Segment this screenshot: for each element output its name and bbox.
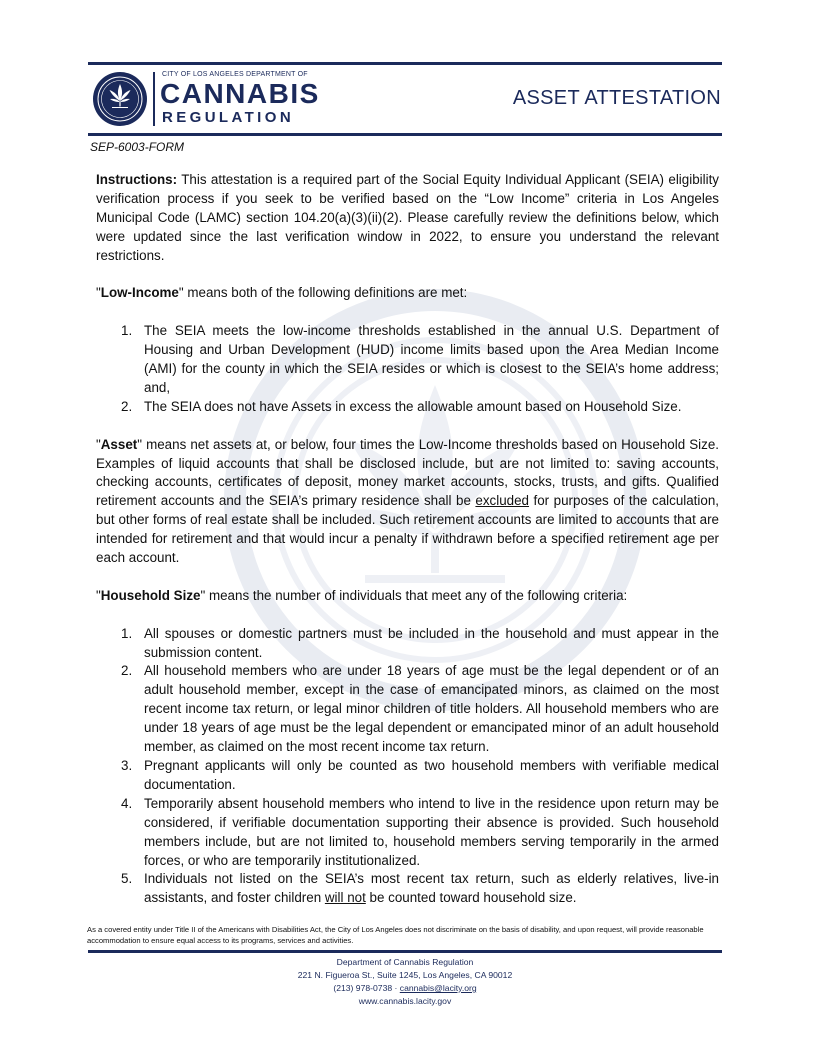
asset-definition xyxy=(96,436,719,568)
asset-text-continued: for purposes of the calculation, but other forms of real estate shall be included. Such retirement accounts are limited to accounts that are intended for retirement and that would incur a penalty if withdrawn before a specified retirement age per each account. xyxy=(96,493,719,566)
low-income-lead: " means both of the following definitions are met: xyxy=(178,285,468,301)
list-number: 1. xyxy=(121,323,133,339)
list-text: Pregnant applicants will only be counted as two household members with verifiable medical documentation. xyxy=(144,758,719,792)
footer-website-link[interactable]: www.cannabis.lacity.gov xyxy=(358,996,452,1006)
list-text: The SEIA does not have Assets in excess the allowable amount based on Household Size. xyxy=(144,398,682,414)
footer-phone: (213) 978-0738 · xyxy=(333,983,400,993)
list-item xyxy=(96,870,719,908)
asset-term: Asset xyxy=(100,436,138,452)
list-number: 2. xyxy=(121,663,133,679)
instructions-text: This attestation is a required part of the Social Equity Individual Applicant (SEIA) eligibility verification process if you seek to be verified based on the “Low Income” criteria in Los Angeles Municipal Code (LAMC) section 104.20(a)(3)(ii)(2). Please carefully review the definitions below, which were updated since the last verification window in 2022, to ensure you understand the relevant restrictions. xyxy=(96,172,719,263)
page-title: ASSET ATTESTATION xyxy=(512,87,721,109)
list-number: 3. xyxy=(121,758,133,774)
city-seal-logo-icon xyxy=(92,71,148,127)
list-item xyxy=(96,757,719,795)
excluded-emphasis: excluded xyxy=(475,493,530,509)
low-income-term: Low-Income xyxy=(100,285,179,301)
list-text: All household members who are under 18 years of age must be the legal dependent or of an adult household member, except in the case of emancipated minors, as claimed on the most recent income tax return, or legal minor children of title holders. All household members who are under 18 years of age must be the legal dependent or emancipated minor of an adult household member, as claimed on the most recent income tax return. xyxy=(144,663,719,755)
list-item xyxy=(96,662,719,757)
list-text: The SEIA meets the low-income thresholds established in the annual U.S. Department of Housing and Urban Development (HUD) income limits based upon the Area Median Income (AMI) for the county in which the SEIA resides or which is closest to the SEIA’s home address; and, xyxy=(144,323,719,395)
list-text-continued: be counted toward household size. xyxy=(365,890,577,906)
list-text: Individuals not listed on the SEIA’s most recent tax return, such as elderly relatives, live-in assistants, and foster children xyxy=(144,871,719,906)
list-number: 1. xyxy=(121,625,133,641)
footer-rule xyxy=(88,950,722,953)
footer-email-link[interactable]: cannabis@lacity.org xyxy=(399,983,477,993)
form-code: SEP-6003-FORM xyxy=(90,140,185,154)
list-item xyxy=(96,398,719,417)
list-item xyxy=(96,322,719,398)
household-criteria-list xyxy=(96,625,719,909)
low-income-definition xyxy=(96,284,719,303)
list-item xyxy=(96,795,719,871)
instructions-paragraph xyxy=(96,171,719,266)
household-size-definition xyxy=(96,587,719,606)
list-text: Temporarily absent household members who intend to live in the residence upon return may be considered, if verifiable documentation supporting their absence is provided. Such household members include, but are not limited to, household members serving temporarily in the armed forces, or who are temporarily institutionalized. xyxy=(144,795,719,868)
footer-address: 221 N. Figueroa St., Suite 1245, Los Angeles, CA 90012 xyxy=(297,970,513,980)
list-text: All spouses or domestic partners must be included in the household and must appear in the submission content. xyxy=(144,625,719,660)
list-item xyxy=(96,625,719,663)
ada-notice: As a covered entity under Title II of the Americans with Disabilities Act, the City of Los Angeles does not discriminate on the basis of disability, and upon request, will provide reasonable accommodation to ensure equal access to its programs, services and activities. xyxy=(87,925,704,945)
document-body xyxy=(96,171,719,908)
footer-contact xyxy=(88,956,722,1008)
open-quote: " xyxy=(96,436,101,452)
will-not-emphasis: will not xyxy=(324,890,366,906)
logo-department-line: CITY OF LOS ANGELES DEPARTMENT OF xyxy=(162,71,308,78)
household-size-term: Household Size xyxy=(100,587,201,603)
header-top-rule xyxy=(88,62,722,65)
footer-phone-email xyxy=(88,982,722,995)
low-income-criteria-list xyxy=(96,322,719,417)
open-quote: " xyxy=(96,285,101,301)
logo-divider xyxy=(153,72,155,126)
household-size-lead: " means the number of individuals that meet any of the following criteria: xyxy=(200,587,628,603)
list-number: 5. xyxy=(121,871,133,887)
asset-text: " means net assets at, or below, four times the Low-Income thresholds based on Household Size. Examples of liquid accounts that shall be disclosed include, but are not limited to: saving accounts, checking accounts, certificates of deposit, money market accounts, stocks, trusts, and gifts. Qualified retirement accounts and the SEIA’s primary residence shall be xyxy=(96,436,719,509)
footer-department: Department of Cannabis Regulation xyxy=(336,957,474,967)
list-number: 2. xyxy=(121,398,133,414)
logo-wordmark-regulation: REGULATION xyxy=(162,109,295,126)
list-number: 4. xyxy=(121,795,133,811)
open-quote: " xyxy=(96,587,101,603)
header-bottom-rule xyxy=(88,133,722,136)
logo-wordmark-cannabis: CANNABIS xyxy=(160,78,320,109)
instructions-label: Instructions: xyxy=(96,172,178,187)
